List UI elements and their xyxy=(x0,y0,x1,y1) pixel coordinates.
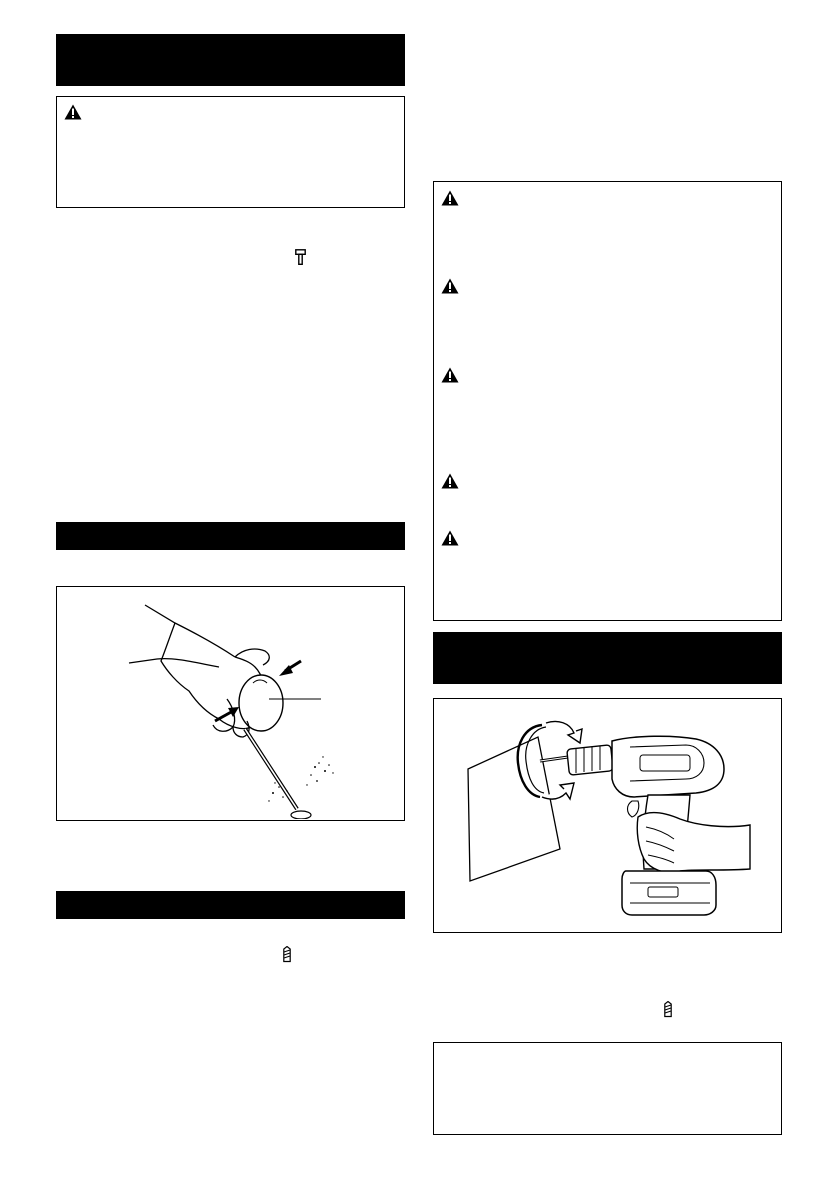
warning-triangle-icon xyxy=(441,278,459,294)
warning-box-2 xyxy=(433,181,782,621)
section-header-bar-1 xyxy=(56,34,405,86)
section-header-bar-3 xyxy=(56,891,405,919)
section-header-bar-4 xyxy=(433,632,782,684)
warning-triangle-icon xyxy=(441,530,459,546)
drill-mode-icon xyxy=(283,946,291,963)
drill-illustration xyxy=(434,699,780,931)
warning-triangle-icon xyxy=(441,473,459,489)
warning-triangle-icon xyxy=(441,367,459,383)
warning-triangle-icon xyxy=(64,104,82,120)
figure-blow-out-bulb xyxy=(56,586,405,821)
warning-triangle-icon xyxy=(441,190,459,206)
notice-box xyxy=(433,1042,782,1135)
hand-with-bulb-illustration xyxy=(57,587,403,819)
figure-drilling-operation xyxy=(433,698,782,933)
section-header-bar-2 xyxy=(56,522,405,550)
drill-mode-icon xyxy=(664,1001,672,1018)
hammer-mode-icon xyxy=(295,249,306,265)
warning-box-1 xyxy=(56,96,405,208)
